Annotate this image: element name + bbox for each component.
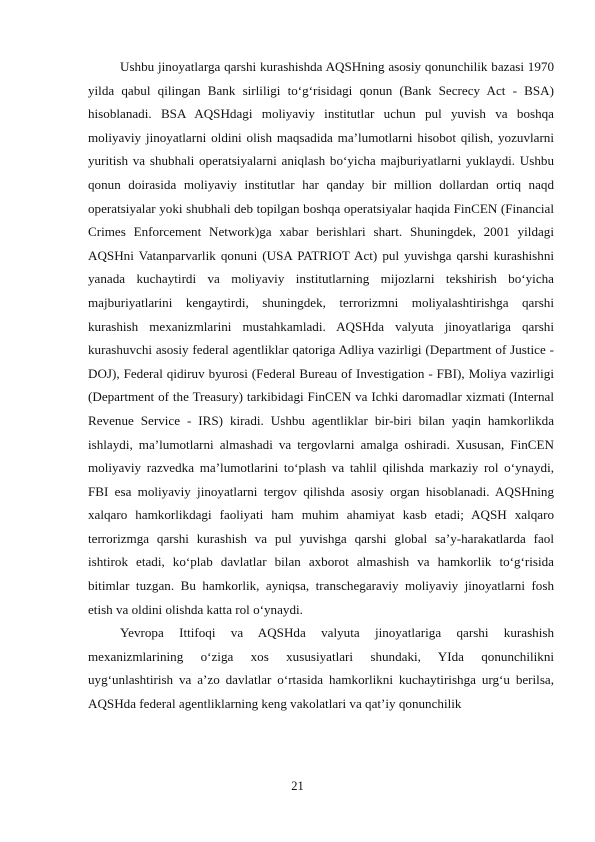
paragraph-2: Yevropa Ittifoqi va AQSHda valyuta jinoyatlariga qarshi kurashish mexanizmlarining o‘ziga xos xususiyatlari shundaki, YIda qonunchilikni uyg‘unlashtirish va a’zo davlatlar o‘rtasida hamkorlikni kuchaytirishga urg‘u berilsa, AQSHda federal agentliklarning keng vakolatlari va qat’iy qonunchilik bbox=[88, 625, 554, 712]
paragraph-1: Ushbu jinoyatlarga qarshi kurashishda AQSHning asosiy qonunchilik bazasi 1970 yilda qabul qilingan Bank sirliligi to‘g‘risidagi qonun (Bank Secrecy Act - BSA) hisoblanadi. BSA AQSHdagi moliyaviy institutlar uchun pul yuvish va boshqa moliyaviy jinoyatlarni oldini olish maqsadida ma’lumotlarni hisobot qilish, yozuvlarni yuritish va shubhali operatsiyalarni aniqlash bo‘yicha majburiyatlarni yuklaydi. Ushbu qonun doirasida moliyaviy institutlar har qanday bir million dollardan ortiq naqd operatsiyalar yoki shubhali deb topilgan boshqa operatsiyalar haqida FinCEN (Financial Crimes Enforcement Network)ga xabar berishlari shart. Shuningdek, 2001 yildagi AQSHni Vatanparvarlik qonuni (USA PATRIOT Act) pul yuvishga qarshi kurashishni yanada kuchaytirdi va moliyaviy institutlarning mijozlarni tekshirish bo‘yicha majburiyatlarini kengaytirdi, shuningdek, terrorizmni moliyalashtirishga qarshi kurashish mexanizmlarini mustahkamladi. AQSHda valyuta jinoyatlariga qarshi kurashuvchi asosiy federal agentliklar qatoriga Adliya vazirligi (Department of Justice - DOJ), Federal qidiruv byurosi (Federal Bureau of Investigation - FBI), Moliya vazirligi (Department of the Treasury) tarkibidagi FinCEN va Ichki daromadlar xizmati (Internal Revenue Service - IRS) kiradi. Ushbu agentliklar bir-biri bilan yaqin hamkorlikda ishlaydi, ma’lumotlarni almashadi va tergovlarni amalga oshiradi. Xususan, FinCEN moliyaviy razvedka ma’lumotlarini to‘plash va tahlil qilishda markaziy rol o‘ynaydi, FBI esa moliyaviy jinoyatlarni tergov qilishda asosiy organ hisoblanadi. AQSHning xalqaro hamkorlikdagi faoliyati ham muhim ahamiyat kasb etadi; AQSH xalqaro terrorizmga qarshi kurashish va pul yuvishga qarshi global sa’y-harakatlarda faol ishtirok etadi, ko‘plab davlatlar bilan axborot almashish va hamkorlik to‘g‘risida bitimlar tuzgan. Bu hamkorlik, ayniqsa, transchegaraviy moliyaviy jinoyatlarni fosh etish va oldini olishda katta rol o‘ynaydi. bbox=[88, 59, 554, 617]
page-number: 21 bbox=[291, 779, 304, 793]
body-text bbox=[88, 55, 554, 716]
